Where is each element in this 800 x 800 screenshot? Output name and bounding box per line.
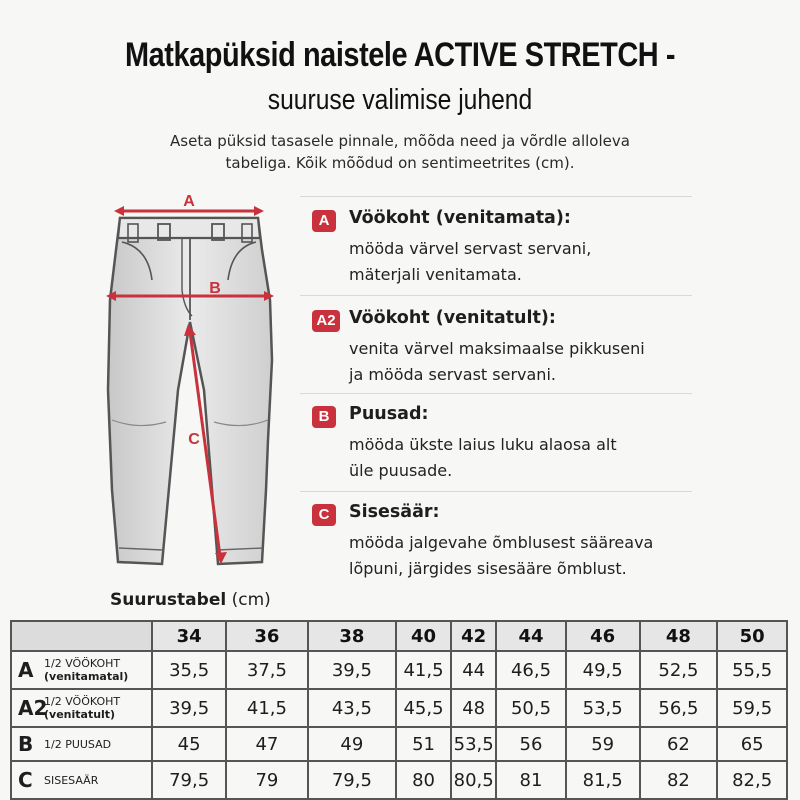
pants-diagram	[100, 190, 280, 580]
size-header: 46	[566, 621, 640, 651]
intro-line-2: tabeliga. Kõik mõõdud on sentimeetrites (cm).	[225, 154, 575, 172]
page-title: Matkapüksid naistele ACTIVE STRETCH -	[124, 36, 676, 74]
table-caption-unit: (cm)	[231, 590, 271, 610]
badge-a2: A2	[312, 310, 340, 332]
intro-line-1: Aseta püksid tasasele pinnale, mõõda need ja võrdle alloleva	[170, 132, 630, 150]
measure-b-label: B	[209, 280, 221, 297]
table-cell: 56	[496, 727, 566, 761]
size-header: 34	[152, 621, 226, 651]
desc-line: venita värvel maksimaalse pikkuseni	[349, 339, 645, 358]
table-cell: 65	[717, 727, 787, 761]
table-cell: 51	[396, 727, 451, 761]
table-caption	[110, 590, 271, 610]
table-cell: 43,5	[308, 689, 396, 727]
row-label-line: (venitatult)	[44, 708, 116, 721]
badge-a: A	[312, 210, 336, 232]
divider	[300, 196, 692, 197]
table-cell: 55,5	[717, 651, 787, 689]
table-cell: 53,5	[566, 689, 640, 727]
measurement-item-a2	[312, 308, 692, 388]
measurement-title: Sisesäär:	[349, 502, 440, 522]
measurement-desc	[349, 530, 694, 582]
page-subtitle: suuruse valimise juhend	[267, 84, 533, 116]
row-label	[44, 738, 111, 751]
table-cell: 52,5	[640, 651, 718, 689]
desc-line: ja mööda servast servani.	[349, 365, 556, 384]
table-cell: 49	[308, 727, 396, 761]
table-cell: 48	[451, 689, 496, 727]
desc-line: üle puusade.	[349, 461, 453, 480]
intro-text	[150, 130, 650, 174]
table-cell: 79,5	[152, 761, 226, 799]
measurement-item-b	[312, 404, 692, 484]
size-header: 42	[451, 621, 496, 651]
size-header: 40	[396, 621, 451, 651]
table-cell: 41,5	[226, 689, 308, 727]
row-letter: B	[18, 732, 34, 756]
table-cell: 56,5	[640, 689, 718, 727]
table-row	[11, 727, 787, 761]
desc-line: mäterjali venitamata.	[349, 265, 522, 284]
size-header: 44	[496, 621, 566, 651]
table-corner-cell	[11, 621, 152, 651]
measure-a-label: A	[183, 193, 195, 210]
table-cell: 39,5	[152, 689, 226, 727]
table-cell: 35,5	[152, 651, 226, 689]
measurement-title: Vöökoht (venitatult):	[349, 308, 556, 328]
badge-b: B	[312, 406, 336, 428]
size-header: 48	[640, 621, 718, 651]
table-cell: 46,5	[496, 651, 566, 689]
table-row	[11, 689, 787, 727]
measurement-desc	[349, 236, 694, 288]
row-label-cell	[11, 689, 152, 727]
table-cell: 79	[226, 761, 308, 799]
table-cell: 41,5	[396, 651, 451, 689]
measurement-desc	[349, 432, 694, 484]
table-cell: 49,5	[566, 651, 640, 689]
row-letter: C	[18, 768, 33, 792]
row-letter: A2	[18, 696, 48, 720]
table-cell: 62	[640, 727, 718, 761]
table-cell: 47	[226, 727, 308, 761]
divider	[300, 393, 692, 394]
desc-line: mööda jalgevahe õmblusest sääreava	[349, 533, 654, 552]
size-table	[10, 620, 788, 800]
table-caption-title: Suurustabel	[110, 590, 227, 610]
row-letter: A	[18, 658, 34, 682]
row-label-cell	[11, 651, 152, 689]
table-row	[11, 761, 787, 799]
row-label	[44, 774, 98, 787]
size-header: 50	[717, 621, 787, 651]
table-cell: 81	[496, 761, 566, 799]
measurement-title: Puusad:	[349, 404, 429, 424]
divider	[300, 295, 692, 296]
desc-line: mööda värvel servast servani,	[349, 239, 592, 258]
table-cell: 82	[640, 761, 718, 799]
table-row	[11, 651, 787, 689]
row-label-cell	[11, 761, 152, 799]
desc-line: lõpuni, järgides sisesääre õmblust.	[349, 559, 627, 578]
table-cell: 80,5	[451, 761, 496, 799]
desc-line: mööda ükste laius luku alaosa alt	[349, 435, 617, 454]
row-label-line: 1/2 VÖÖKOHT	[44, 657, 121, 670]
table-cell: 81,5	[566, 761, 640, 799]
table-cell: 45,5	[396, 689, 451, 727]
table-cell: 44	[451, 651, 496, 689]
table-cell: 50,5	[496, 689, 566, 727]
badge-c: C	[312, 504, 336, 526]
table-cell: 59	[566, 727, 640, 761]
measure-c-label: C	[188, 431, 200, 448]
measurement-desc	[349, 336, 694, 388]
row-label-cell	[11, 727, 152, 761]
table-cell: 53,5	[451, 727, 496, 761]
measurement-title: Vöökoht (venitamata):	[349, 208, 571, 228]
table-cell: 79,5	[308, 761, 396, 799]
size-header: 36	[226, 621, 308, 651]
table-cell: 39,5	[308, 651, 396, 689]
table-cell: 59,5	[717, 689, 787, 727]
row-label-line: 1/2 VÖÖKOHT	[44, 695, 121, 708]
divider	[300, 491, 692, 492]
row-label-line: (venitamatal)	[44, 670, 129, 683]
table-cell: 80	[396, 761, 451, 799]
row-label-line: 1/2 PUUSAD	[44, 737, 112, 751]
table-cell: 82,5	[717, 761, 787, 799]
table-header-row	[11, 621, 787, 651]
size-header: 38	[308, 621, 396, 651]
measurement-item-c	[312, 502, 692, 582]
row-label	[44, 657, 128, 683]
row-label-line: SISESAÄR	[44, 773, 99, 787]
row-label	[44, 695, 120, 721]
table-cell: 37,5	[226, 651, 308, 689]
table-cell: 45	[152, 727, 226, 761]
waistband	[118, 218, 260, 238]
measurement-item-a	[312, 208, 692, 288]
